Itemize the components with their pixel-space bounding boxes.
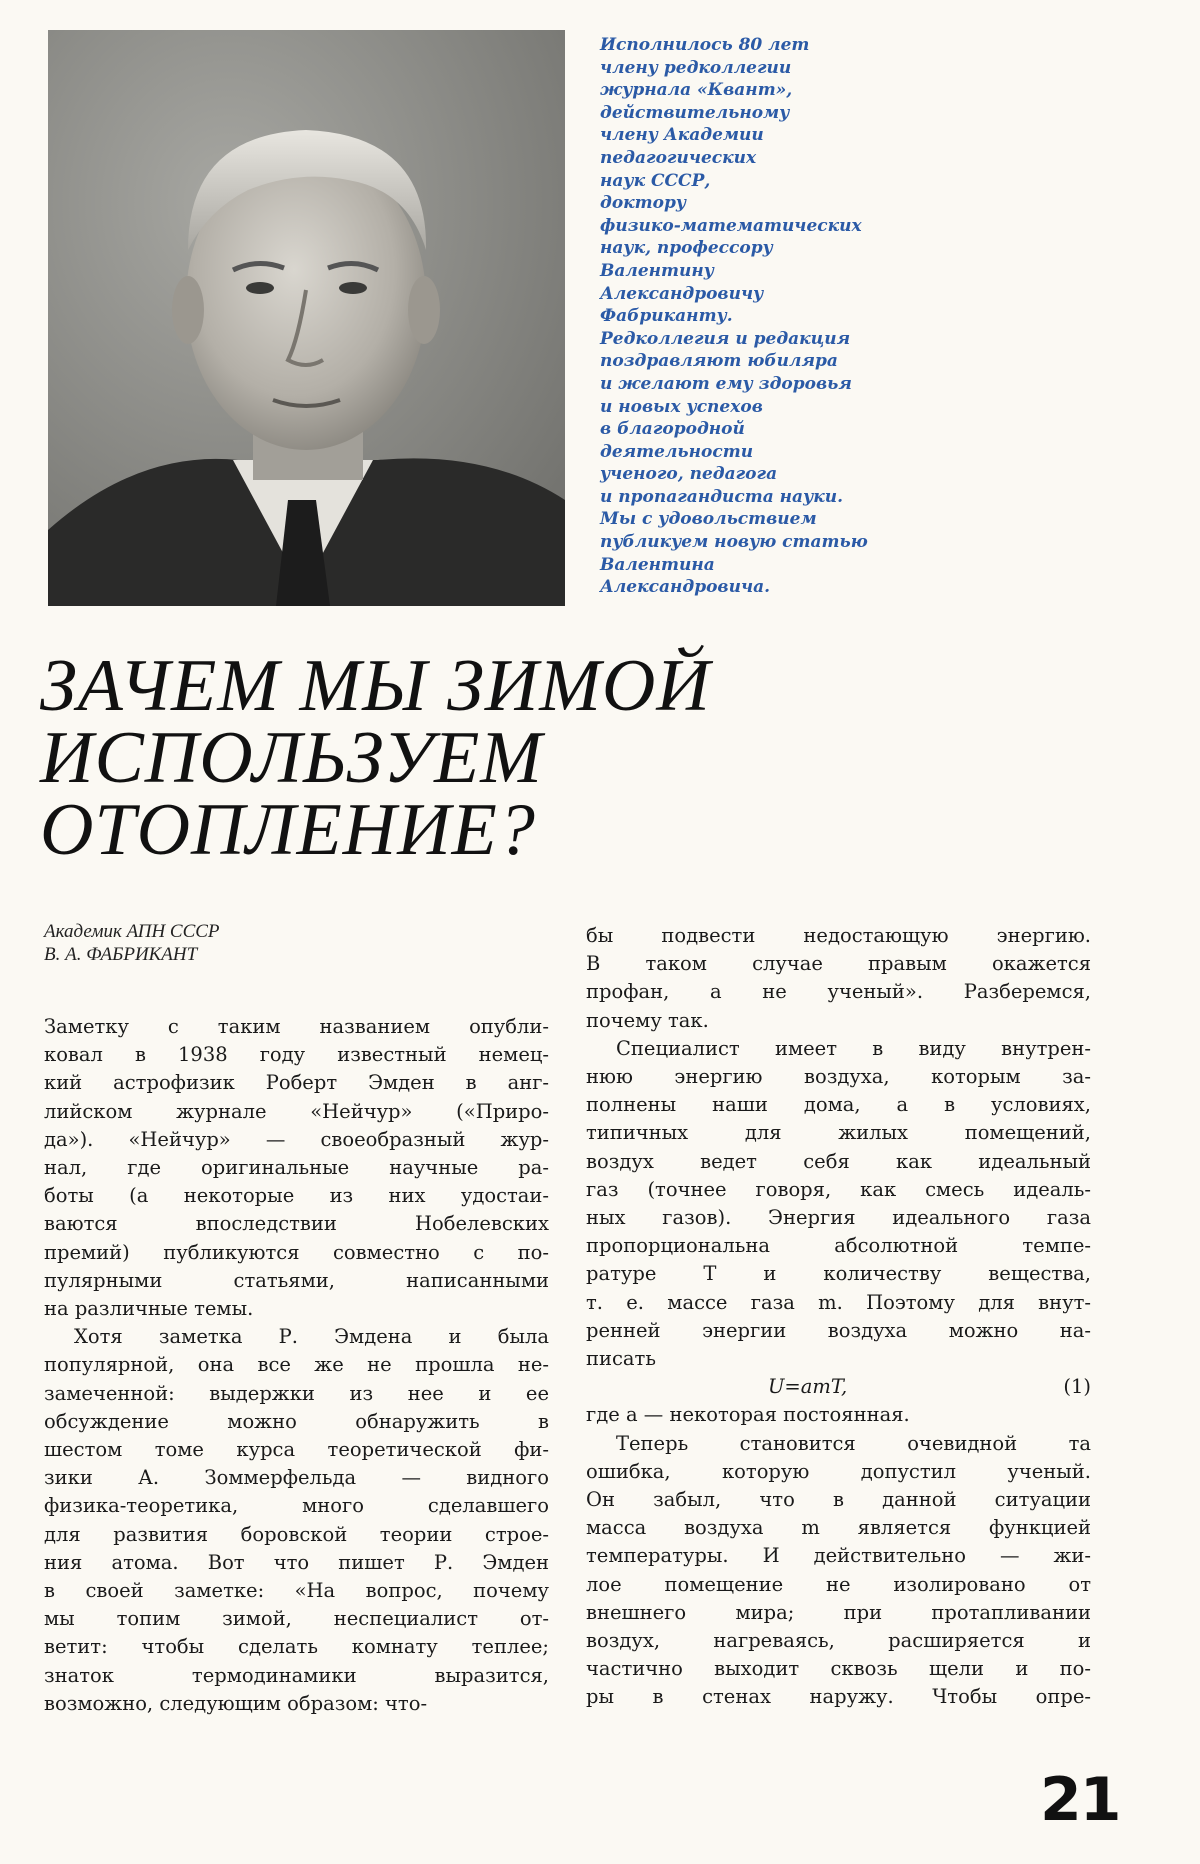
body-text-line: зики А. Зоммерфельда — видного — [44, 1466, 549, 1490]
body-text-line: почему так. — [586, 1008, 709, 1032]
body-text-line: воздух, нагреваясь, расширяется и — [586, 1629, 1091, 1653]
dedication-line: поздравляют юбиляра — [600, 351, 838, 372]
body-text-line: типичных для жилых помещений, — [586, 1121, 1091, 1145]
equation-1 — [586, 1373, 1091, 1401]
page-number: 21 — [1040, 1765, 1120, 1835]
dedication-line: члену редколлегии — [600, 57, 792, 78]
text-column-left — [44, 1013, 549, 1718]
body-text-line: В таком случае правым окажется — [586, 952, 1091, 976]
dedication-line: деятельности — [600, 441, 754, 462]
body-text-line: в своей заметке: «На вопрос, почему — [44, 1579, 549, 1603]
dedication-line: наук СССР, — [600, 170, 711, 191]
body-text-line: Он забыл, что в данной ситуации — [586, 1488, 1091, 1512]
body-text-line: физика-теоретика, много сделавшего — [44, 1494, 549, 1518]
author-byline — [44, 920, 344, 966]
author-rank: Академик АПН СССР — [44, 921, 220, 942]
body-text-line: ветит: чтобы сделать комнату теплее; — [44, 1635, 549, 1659]
dedication-line: Александровичу — [600, 283, 764, 304]
dedication-line: и пропагандиста науки. — [600, 486, 844, 507]
body-text-line: премий) публикуются совместно с по- — [44, 1240, 549, 1264]
body-text-line: возможно, следующим образом: что- — [44, 1691, 428, 1715]
body-text-line: профан, а не ученый». Разберемся, — [586, 980, 1091, 1004]
body-text-line: мы топим зимой, неспециалист от- — [44, 1607, 549, 1631]
body-text-line: замеченной: выдержки из нее и ее — [44, 1381, 549, 1405]
dedication-line: члену Академии — [600, 125, 764, 146]
dedication-line: Мы с удовольствием — [600, 509, 817, 530]
body-text-line: газ (точнее говоря, как смесь идеаль- — [586, 1177, 1091, 1201]
portrait-illustration — [48, 30, 565, 606]
title-line: ОТОПЛЕНИЕ? — [40, 789, 536, 871]
body-text-line: лое помещение не изолировано от — [586, 1572, 1091, 1596]
dedication-line: и новых успехов — [600, 396, 763, 417]
body-text-line: для развития боровской теории строе- — [44, 1522, 549, 1546]
body-text-line: боты (а некоторые из них удостаи- — [44, 1184, 549, 1208]
body-text-line: популярной, она все же не прошла не- — [44, 1353, 549, 1377]
title-line: ЗАЧЕМ МЫ ЗИМОЙ — [40, 645, 711, 727]
body-text-line: да»). «Нейчур» — своеобразный жур- — [44, 1127, 549, 1151]
equation-number: (1) — [1063, 1375, 1091, 1399]
article-title — [40, 645, 840, 871]
dedication-line: ученого, педагога — [600, 464, 778, 485]
dedication-line: Фабриканту. — [600, 306, 733, 327]
title-line: ИСПОЛЬЗУЕМ — [40, 717, 543, 799]
body-text-line: писать — [586, 1347, 656, 1371]
dedication-line: публикуем новую статью — [600, 532, 868, 553]
right-column-part-1 — [586, 922, 1091, 1373]
body-text-line: ковал в 1938 году известный немец- — [44, 1043, 549, 1067]
body-text-line: т. е. массе газа m. Поэтому для внут- — [586, 1290, 1091, 1314]
body-text-line: кий астрофизик Роберт Эмден в анг- — [44, 1071, 549, 1095]
body-text-line: пулярными статьями, написанными — [44, 1268, 549, 1292]
body-text-line: ошибка, которую допустил ученый. — [586, 1459, 1091, 1483]
dedication-text — [600, 34, 930, 599]
dedication-line: физико-математических — [600, 215, 862, 236]
dedication-line: педагогических — [600, 147, 757, 168]
dedication-line: Александровича. — [600, 577, 771, 598]
body-text-line: ратуре T и количеству вещества, — [586, 1262, 1091, 1286]
equation-expression: U=amT, — [768, 1375, 848, 1399]
dedication-line: и желают ему здоровья — [600, 373, 852, 394]
right-column-part-2 — [586, 1401, 1091, 1711]
body-text-line: ных газов). Энергия идеального газа — [586, 1206, 1091, 1230]
body-text-line: бы подвести недостающую энергию. — [586, 924, 1091, 947]
author-portrait-photo — [48, 30, 565, 606]
dedication-line: Редколлегия и редакция — [600, 328, 851, 349]
body-text-line: обсуждение можно обнаружить в — [44, 1409, 549, 1433]
dedication-line: действительному — [600, 102, 790, 123]
body-text-line: лийском журнале «Нейчур» («Приро- — [44, 1099, 549, 1123]
body-text-line: Теперь становится очевидной та — [616, 1431, 1091, 1455]
dedication-line: доктору — [600, 193, 687, 214]
body-text-line: частично выходит сквозь щели и по- — [586, 1657, 1091, 1681]
body-text-line: нюю энергию воздуха, которым за- — [586, 1065, 1091, 1089]
text-column-right — [586, 922, 1091, 1712]
body-text-line: полнены наши дома, а в условиях, — [586, 1093, 1091, 1117]
author-name: В. А. ФАБРИКАНТ — [44, 944, 198, 965]
body-text-line: Специалист имеет в виду внутрен- — [616, 1036, 1091, 1060]
body-text-line: ренней энергии воздуха можно на- — [586, 1318, 1091, 1342]
body-text-line: масса воздуха m является функцией — [586, 1516, 1091, 1540]
body-text-line: знаток термодинамики выразится, — [44, 1663, 549, 1687]
body-text-line: ваются впоследствии Нобелевских — [44, 1212, 549, 1236]
dedication-line: Исполнилось 80 лет — [600, 35, 810, 55]
body-text-line: шестом томе курса теоретической фи- — [44, 1438, 549, 1462]
body-text-line: на различные темы. — [44, 1297, 254, 1321]
dedication-line: журнала «Квант», — [600, 80, 793, 101]
body-text-line: нал, где оригинальные научные ра- — [44, 1156, 549, 1180]
body-text-line: Хотя заметка Р. Эмдена и была — [74, 1325, 549, 1349]
body-text-line: воздух ведет себя как идеальный — [586, 1149, 1091, 1173]
dedication-line: Валентина — [600, 554, 715, 575]
body-text-line: ния атома. Вот что пишет Р. Эмден — [44, 1550, 549, 1574]
dedication-line: наук, профессору — [600, 238, 773, 259]
body-text-line: ры в стенах наружу. Чтобы опре- — [586, 1685, 1091, 1709]
body-text-line: Заметку с таким названием опубли- — [44, 1015, 549, 1038]
body-text-line: температуры. И действительно — жи- — [586, 1544, 1091, 1568]
dedication-line: в благородной — [600, 419, 745, 440]
body-text-line: внешнего мира; при протапливании — [586, 1600, 1091, 1624]
body-text-line: где a — некоторая постоянная. — [586, 1403, 910, 1427]
dedication-line: Валентину — [600, 260, 714, 281]
body-text-line: пропорциональна абсолютной темпе- — [586, 1234, 1091, 1258]
